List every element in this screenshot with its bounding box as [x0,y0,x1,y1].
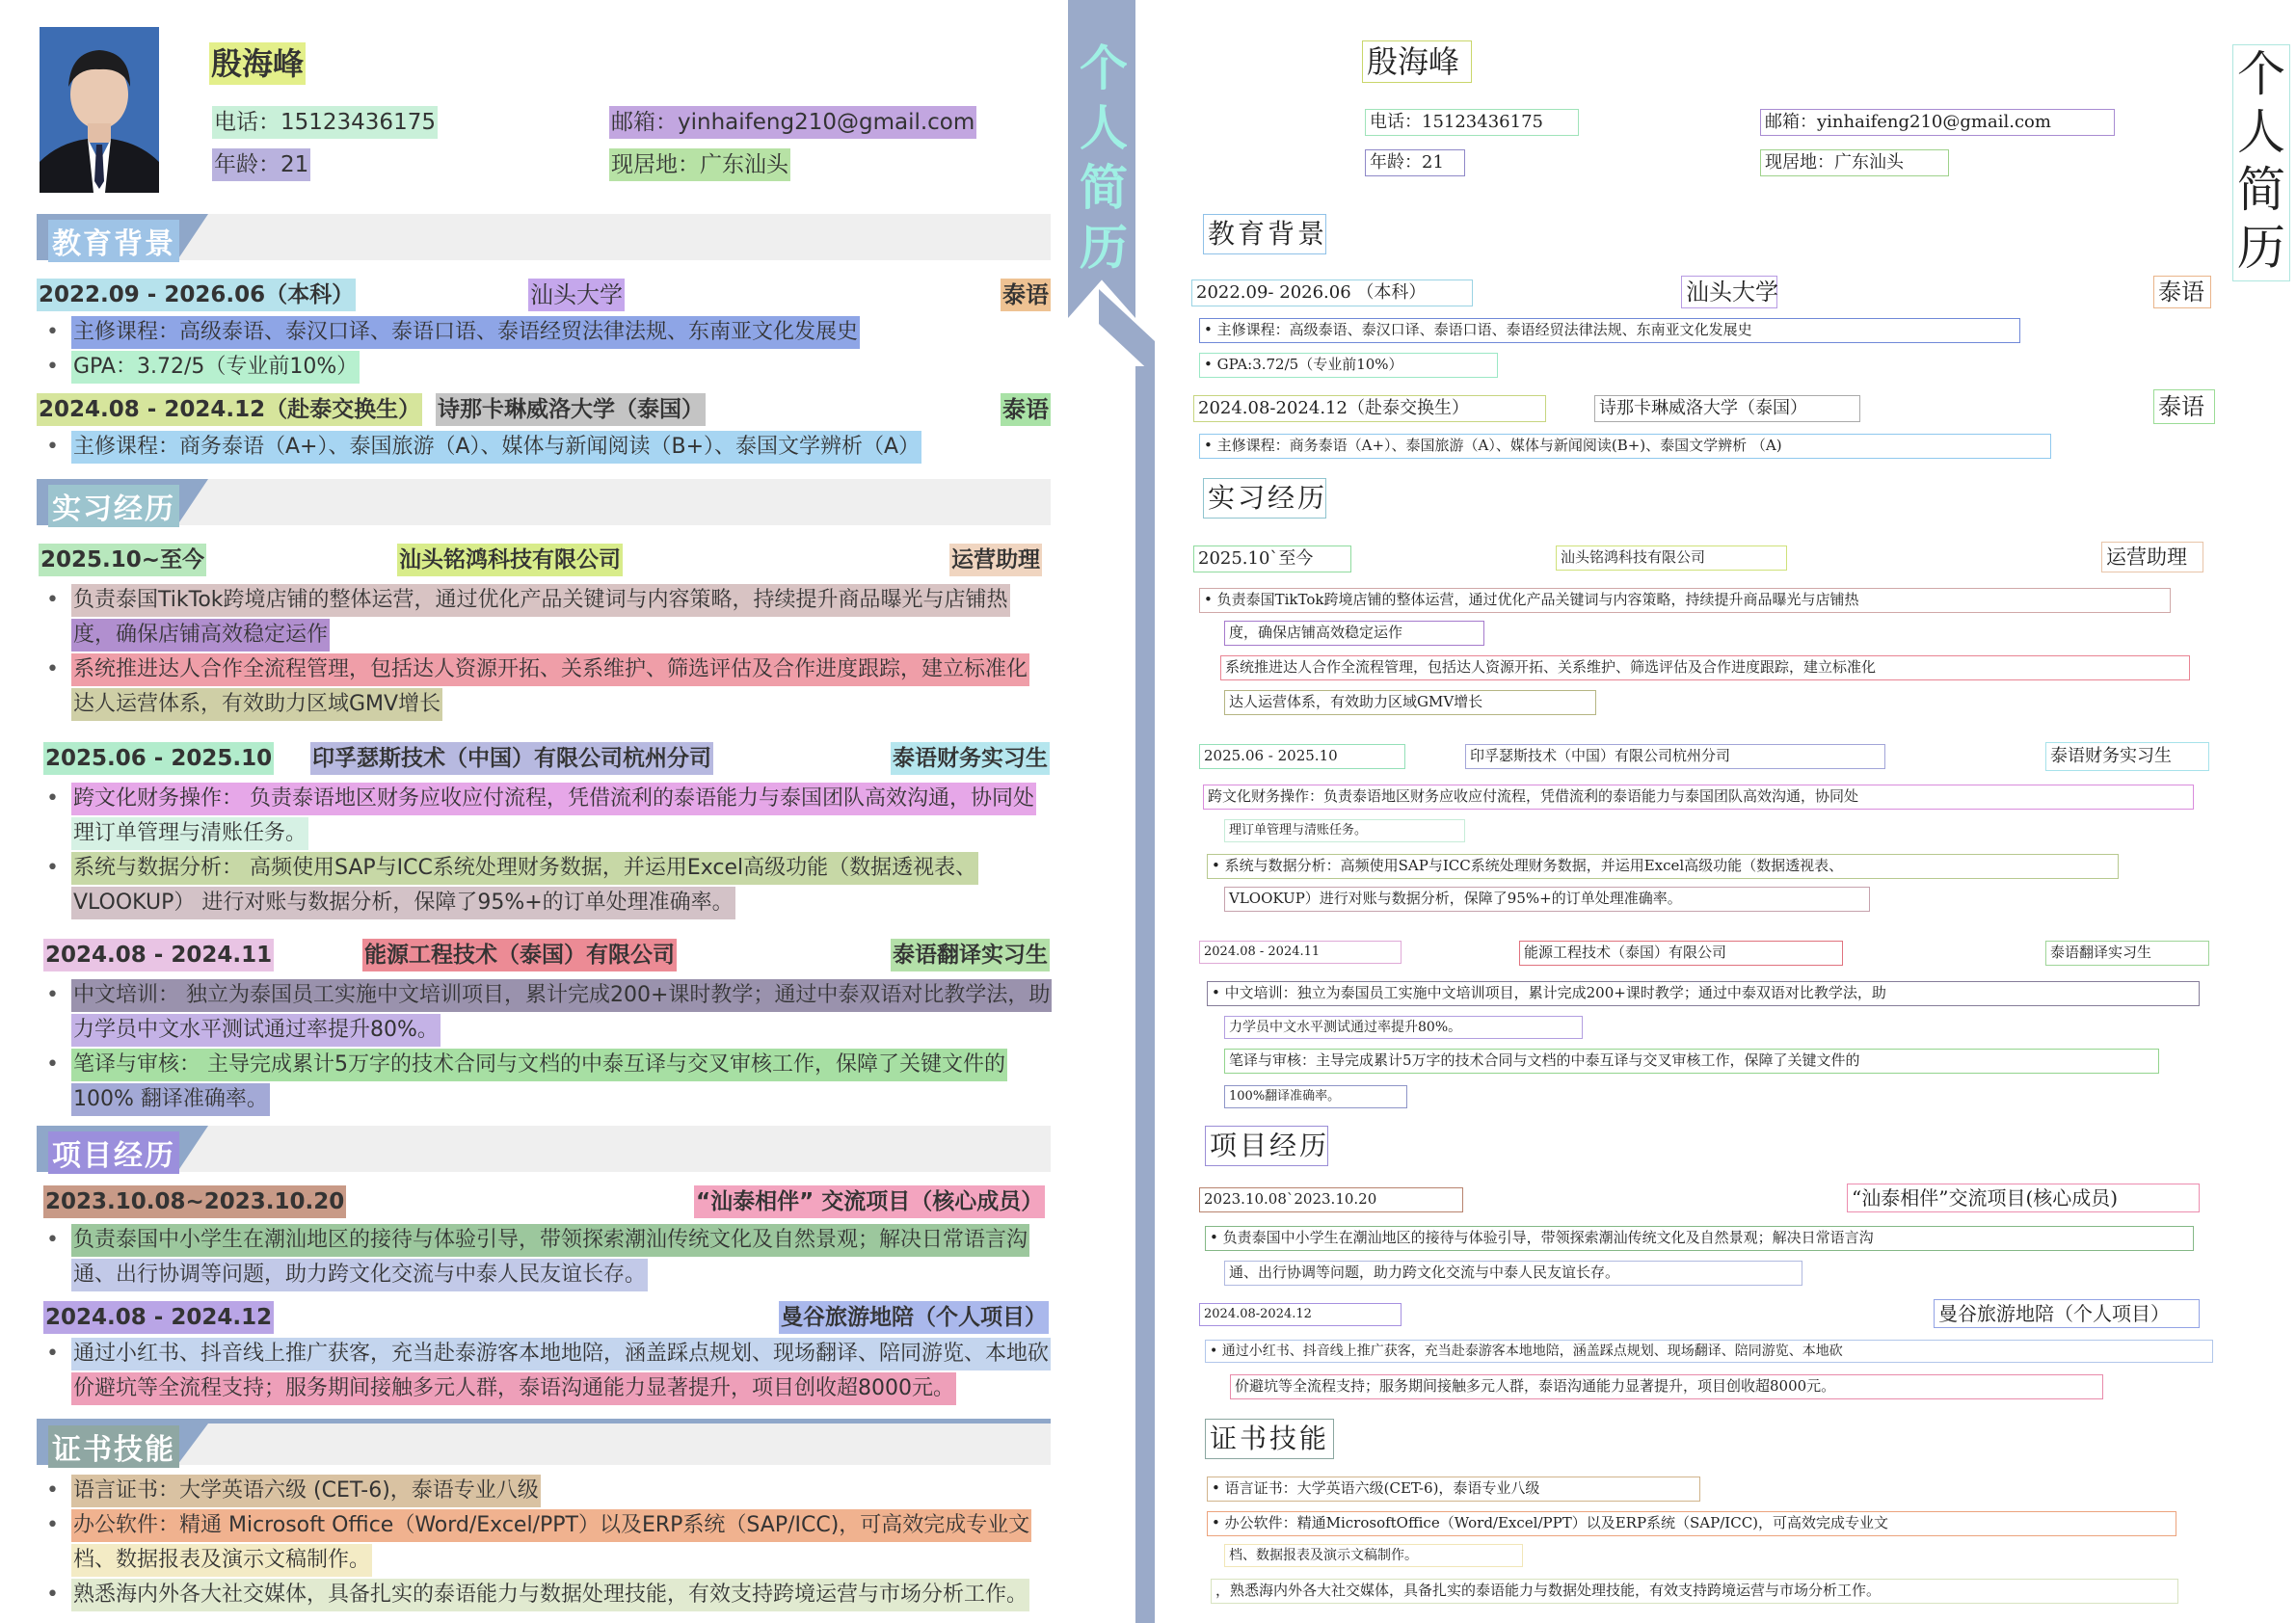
edu-line: • 主修课程：商务泰语（A+）、泰国旅游（A）、媒体与新闻阅读（B+）、泰国文学辨析（A） [71,431,921,464]
r-c-l2: • 办公软件：精通MicrosoftOffice（Word/Excel/PPT）以及ERP系统（SAP/ICC)，可高效完成专业文 [1207,1511,2176,1536]
section-internship-header [37,479,1051,525]
r-i1-company: 汕头铭鸿科技有限公司 [1556,545,1787,571]
r-proj-title: 项目经历 [1205,1126,1328,1166]
intern-line: 达人运营体系，有效助力区域GMV增长 [71,688,442,721]
portrait-image [40,27,159,193]
intern-line: 力学员中文水平测试通过率提升80%。 [71,1014,441,1047]
banner-title: 个人简历 [1080,40,1128,276]
cert-line: 档、数据报表及演示文稿制作。 [71,1544,372,1577]
r-c-l3: 档、数据报表及演示文稿制作。 [1224,1544,1523,1567]
r-edu1-major: 泰语 [2153,276,2211,308]
intern-line: • 负责泰国TikTok跨境店铺的整体运营，通过优化产品关键词与内容策略，持续提升商品曝光与店铺热 [71,584,1010,617]
r-i2-l4: VLOOKUP）进行对账与数据分析，保障了95%+的订单处理准确率。 [1224,887,1870,912]
r-int-title: 实习经历 [1203,478,1326,519]
r-c-l1: • 语言证书：大学英语六级(CET-6)，泰语专业八级 [1207,1477,1700,1502]
cert-line: • 熟悉海内外各大社交媒体，具备扎实的泰语能力与数据处理技能，有效支持跨境运营与市场分析工作。 [71,1579,1029,1611]
cert-line: • 办公软件：精通 Microsoft Office（Word/Excel/PPT）以及ERP系统（SAP/ICC)，可高效完成专业文 [71,1509,1031,1542]
intern-line: • 系统与数据分析： 高频使用SAP与ICC系统处理财务数据，并运用Excel高级功能（数据透视表、 [71,852,978,885]
edu-line: • GPA：3.72/5（专业前10%） [71,351,360,384]
project-date: 2023.10.08~2023.10.20 [43,1185,346,1218]
r-cert-title: 证书技能 [1205,1419,1334,1459]
intern-line: • 笔译与审核： 主导完成累计5万字的技术合同与文档的中泰互译与交叉审核工作，保障了关键文件的 [71,1049,1007,1081]
edu-school: 汕头大学 [528,279,625,311]
r-edu2-school: 诗那卡琳威洛大学（泰国） [1594,395,1860,422]
r-edu1-l1: • 主修课程：高级泰语、泰汉口译、泰语口语、泰语经贸法律法规、东南亚文化发展史 [1199,318,2020,343]
profile-name: 殷海峰 [209,42,306,85]
r-location: 现居地：广东汕头 [1760,149,1949,176]
r-i1-l3: 系统推进达人合作全流程管理，包括达人资源开拓、关系维护、筛选评估及合作进度跟踪，建立标准化 [1220,655,2190,680]
r-i1-date: 2025.10`至今 [1193,545,1351,572]
edu-major: 泰语 [1001,279,1051,311]
project-line: • 负责泰国中小学生在潮汕地区的接待与体验引导，带领探索潮汕传统文化及自然景观；解决日常语言沟 [71,1224,1029,1257]
r-c-l4: ，熟悉海内外各大社交媒体，具备扎实的泰语能力与数据处理技能，有效支持跨境运营与市场分析工作。 [1211,1579,2178,1604]
r-p1-title: “汕泰相伴”交流项目(核心成员) [1847,1184,2200,1212]
r-p2-date: 2024.08-2024.12 [1199,1303,1402,1326]
intern-line: • 跨文化财务操作： 负责泰语地区财务应收应付流程，凭借流利的泰语能力与泰国团队高效沟通，协同处 [71,783,1036,815]
intern-line: 理订单管理与清账任务。 [71,817,308,850]
r-edu2-date: 2024.08-2024.12（赴泰交换生） [1193,395,1546,422]
r-name: 殷海峰 [1362,40,1472,83]
section-title: 证书技能 [48,1425,179,1468]
intern-company: 汕头铭鸿科技有限公司 [397,544,623,576]
r-age: 年龄：21 [1365,149,1465,176]
r-i2-l1: 跨文化财务操作：负责泰语地区财务应收应付流程，凭借流利的泰语能力与泰国团队高效沟通，协同处 [1203,785,2194,810]
project-date: 2024.08 - 2024.12 [43,1301,274,1334]
r-i1-l4: 达人运营体系，有效助力区域GMV增长 [1224,690,1596,715]
intern-company: 印孚瑟斯技术（中国）有限公司杭州分司 [310,742,713,775]
r-i3-role: 泰语翻译实习生 [2045,941,2209,966]
intern-date: 2025.10~至今 [39,544,206,576]
r-p2-l1: • 通过小红书、抖音线上推广获客，充当赴泰游客本地地陪，涵盖踩点规划、现场翻译、陪同游览、本地砍 [1205,1340,2213,1363]
project-line: 价避坑等全流程支持；服务期间接触多元人群，泰语沟通能力显著提升，项目创收超8000元。 [71,1372,956,1405]
edu-date: 2022.09 - 2026.06（本科） [37,279,356,311]
intern-date: 2024.08 - 2024.11 [43,939,274,971]
r-i1-role: 运营助理 [2101,542,2203,572]
r-i1-l2: 度，确保店铺高效稳定运作 [1224,621,1484,646]
section-education-header [37,214,1051,260]
project-line: • 通过小红书、抖音线上推广获客，充当赴泰游客本地地陪，涵盖踩点规划、现场翻译、陪同游览、本地砍 [71,1338,1051,1370]
section-certs-header [37,1419,1051,1465]
r-i3-l1: • 中文培训：独立为泰国员工实施中文培训项目，累计完成200+课时教学；通过中泰双语对比教学法，助 [1207,981,2200,1006]
r-i2-l3: • 系统与数据分析：高频使用SAP与ICC系统处理财务数据，并运用Excel高级功能（数据透视表、 [1207,854,2119,879]
edu-line: • 主修课程：高级泰语、泰汉口译、泰语口语、泰语经贸法律法规、东南亚文化发展史 [71,316,860,349]
section-projects-header [37,1126,1051,1172]
r-i2-date: 2025.06 - 2025.10 [1199,744,1405,769]
intern-line: VLOOKUP） 进行对账与数据分析，保障了95%+的订单处理准确率。 [71,887,735,919]
r-p2-title: 曼谷旅游地陪（个人项目） [1934,1299,2200,1328]
r-i3-l4: 100%翻译准确率。 [1224,1085,1407,1108]
r-vertical-title: 个人简历 [2232,44,2290,281]
r-p2-l2: 价避坑等全流程支持；服务期间接触多元人群，泰语沟通能力显著提升，项目创收超8000元。 [1230,1374,2103,1399]
r-i2-role: 泰语财务实习生 [2045,742,2209,771]
r-edu1-date: 2022.09- 2026.06 （本科） [1191,279,1473,306]
r-phone: 电话：15123436175 [1365,109,1579,136]
r-edu2-l1: • 主修课程：商务泰语（A+）、泰国旅游（A）、媒体与新闻阅读(B+)、泰国文学辨析 （A) [1199,434,2051,459]
profile-email: 邮箱：yinhaifeng210@gmail.com [609,106,976,139]
section-title: 教育背景 [48,220,179,262]
edu-major: 泰语 [1001,393,1051,426]
profile-location: 现居地：广东汕头 [609,148,790,181]
avatar [40,27,159,193]
section-title: 项目经历 [48,1131,179,1174]
r-edu1-school: 汕头大学 [1681,276,1777,308]
r-i1-l1: • 负责泰国TikTok跨境店铺的整体运营，通过优化产品关键词与内容策略，持续提升商品曝光与店铺热 [1199,588,2171,613]
r-p1-l2: 通、出行协调等问题，助力跨文化交流与中泰人民友谊长存。 [1224,1261,1802,1286]
r-i3-date: 2024.08 - 2024.11 [1199,941,1402,964]
r-i3-l3: 笔译与审核：主导完成累计5万字的技术合同与文档的中泰互译与交叉审核工作，保障了关键文件的 [1224,1049,2159,1074]
edu-date: 2024.08 - 2024.12（赴泰交换生） [37,393,422,426]
r-p1-date: 2023.10.08`2023.10.20 [1199,1187,1463,1212]
intern-role: 运营助理 [949,544,1042,576]
r-i2-company: 印孚瑟斯技术（中国）有限公司杭州分司 [1465,744,1885,769]
intern-company: 能源工程技术（泰国）有限公司 [362,939,677,971]
r-edu1-l2: • GPA:3.72/5（专业前10%） [1199,353,1498,378]
intern-line: • 系统推进达人合作全流程管理，包括达人资源开拓、关系维护、筛选评估及合作进度跟踪，建立标准化 [71,653,1029,686]
r-edu2-major: 泰语 [2153,389,2215,424]
r-i3-l2: 力学员中文水平测试通过率提升80%。 [1224,1016,1583,1039]
section-title: 实习经历 [48,485,179,527]
r-i3-company: 能源工程技术（泰国）有限公司 [1519,941,1843,966]
cert-line: • 语言证书：大学英语六级 (CET-6)，泰语专业八级 [71,1475,541,1507]
intern-line: 度，确保店铺高效稳定运作 [71,619,330,652]
banner-spine [1135,366,1155,1623]
intern-role: 泰语财务实习生 [891,742,1050,775]
project-title: “汕泰相伴” 交流项目（核心成员） [694,1185,1045,1218]
edu-school: 诗那卡琳威洛大学（泰国） [436,393,706,426]
project-line: 通、出行协调等问题，助力跨文化交流与中泰人民友谊长存。 [71,1259,648,1291]
intern-line: • 中文培训： 独立为泰国员工实施中文培训项目，累计完成200+课时教学；通过中泰双语对比教学法，助 [71,979,1052,1012]
project-title: 曼谷旅游地陪（个人项目） [779,1301,1049,1334]
profile-phone: 电话：15123436175 [212,106,438,139]
intern-date: 2025.06 - 2025.10 [43,742,274,775]
r-p1-l1: • 负责泰国中小学生在潮汕地区的接待与体验引导，带领探索潮汕传统文化及自然景观；解决日常语言沟 [1205,1226,2194,1251]
r-i2-l2: 理订单管理与清账任务。 [1224,819,1465,842]
intern-line: 100% 翻译准确率。 [71,1083,270,1116]
intern-role: 泰语翻译实习生 [891,939,1050,971]
r-email: 邮箱：yinhaifeng210@gmail.com [1760,109,2115,136]
r-edu-title: 教育背景 [1203,214,1326,254]
profile-age: 年龄：21 [212,148,310,181]
